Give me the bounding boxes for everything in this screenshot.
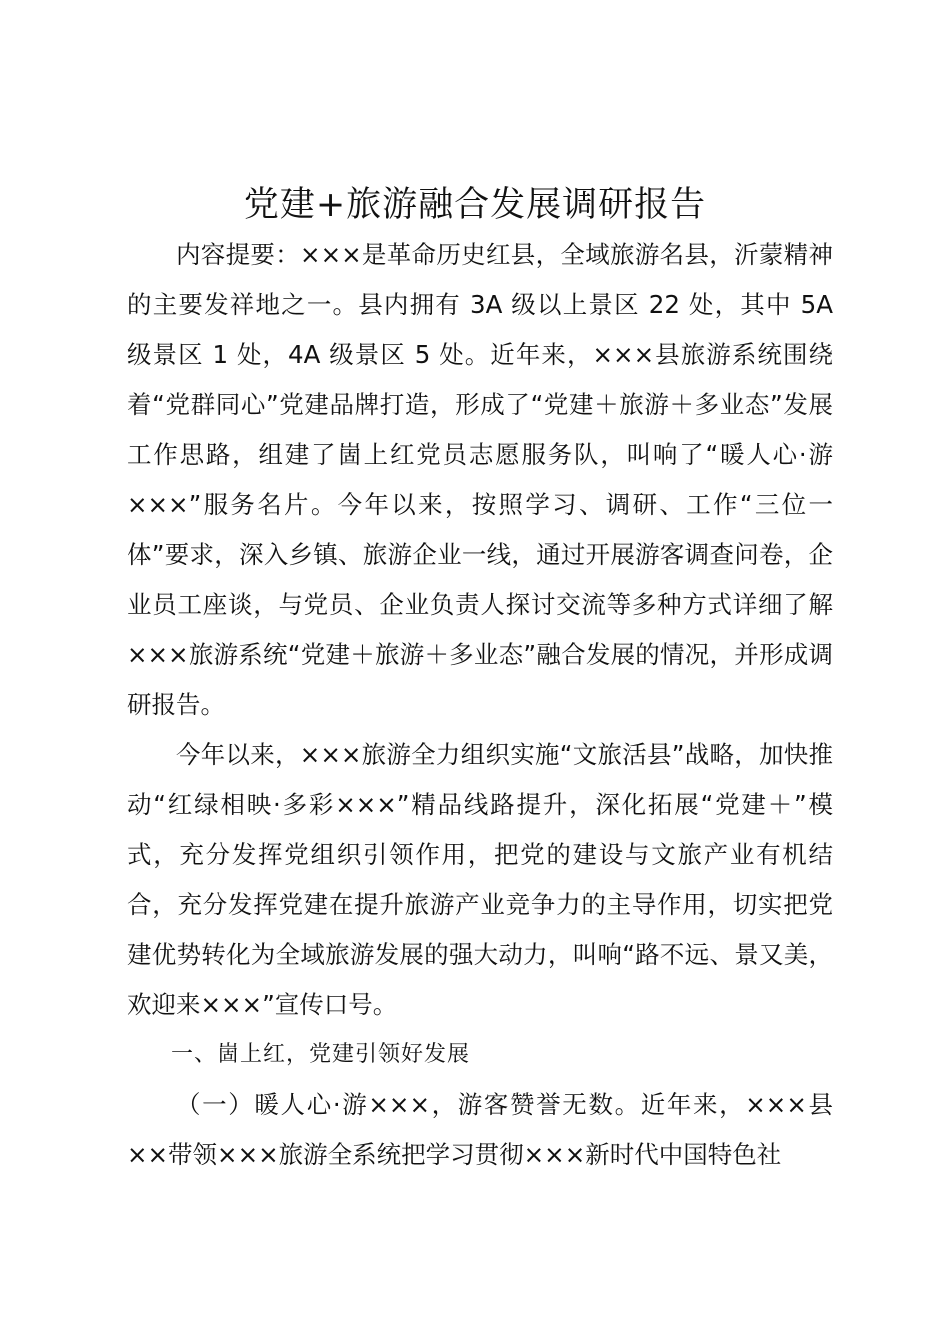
document-title: 党建+旅游融合发展调研报告	[243, 185, 707, 225]
subsection-paragraph: （一）暖人心·游×××，游客赞誉无数。近年来，×××县××带领×××旅游全系统把学习贯彻×××新时代中国特色社	[127, 1090, 833, 1169]
abstract-paragraph: 内容提要：×××是革命历史红县，全域旅游名县，沂蒙精神的主要发祥地之一。县内拥有 3A 级以上景区 22 处，其中 5A 级景区 1 处，4A 级景区 5 处。近年来，×××县旅游系统围绕着“党群同心”党建品牌打造，形成了“党建＋旅游＋多业态”发展工作思路，组建了崮上红党员志愿服务队，叫响了“暖人心·游×××”服务名片。今年以来，按照学习、调研、工作“三位一体”要求，深入乡镇、旅游企业一线，通过开展游客调查问卷，企业员工座谈，与党员、企业负责人探讨交流等多种方式详细了解×××旅游系统“党建＋旅游＋多业态”融合发展的情况，并形成调研报告。	[127, 240, 833, 719]
intro-paragraph: 今年以来，×××旅游全力组织实施“文旅活县”战略，加快推动“红绿相映·多彩×××”精品线路提升，深化拓展“党建＋”模式，充分发挥党组织引领作用，把党的建设与文旅产业有机结合，充分发挥党建在提升旅游产业竞争力的主导作用，切实把党建优势转化为全域旅游发展的强大动力，叫响“路不远、景又美，欢迎来×××”宣传口号。	[127, 740, 833, 1019]
section-heading: 一、崮上红，党建引领好发展	[171, 1042, 471, 1067]
document-body	[127, 230, 833, 1180]
